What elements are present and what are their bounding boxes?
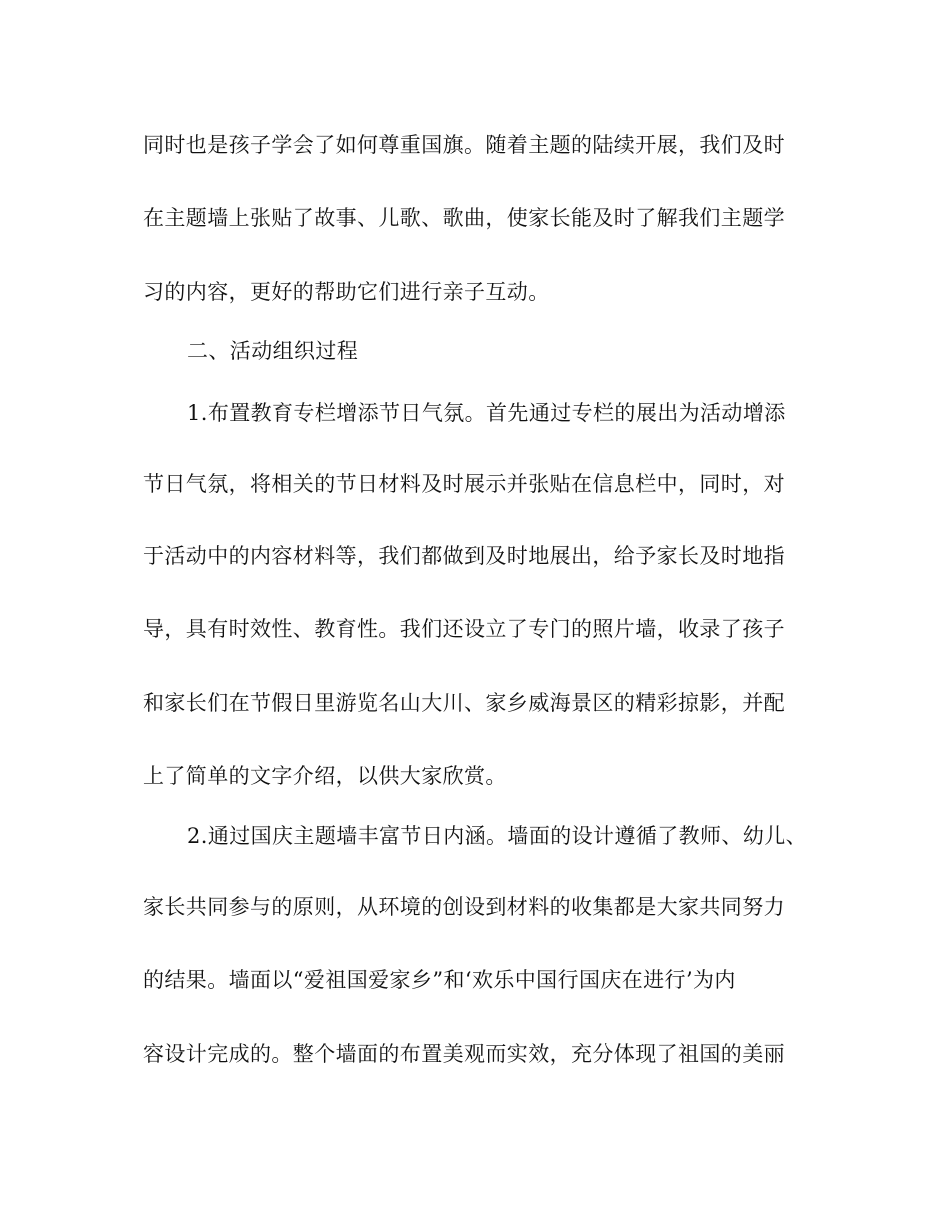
paragraph-line: 容设计完成的。整个墙面的布置美观而实效，充分体现了祖国的美丽 <box>143 1042 785 1066</box>
paragraph-line: 家长共同参与的原则，从环境的创设到材料的收集都是大家共同努力 <box>143 895 785 919</box>
paragraph-line: 上了简单的文字介绍，以供大家欣赏。 <box>143 764 507 788</box>
paragraph-line: 在主题墙上张贴了故事、儿歌、歌曲，使家长能及时了解我们主题学 <box>143 206 785 230</box>
paragraph-line: 节日气氛，将相关的节日材料及时展示并张贴在信息栏中，同时，对 <box>143 472 785 496</box>
paragraph-line: 和家长们在节假日里游览名山大川、家乡威海景区的精彩掠影，并配 <box>143 691 785 715</box>
paragraph-line: 2.通过国庆主题墙丰富节日内涵。墙面的设计遵循了教师、幼儿、 <box>187 824 808 848</box>
paragraph-line: 同时也是孩子学会了如何尊重国旗。随着主题的陆续开展，我们及时 <box>143 133 785 157</box>
paragraph-line: 习的内容，更好的帮助它们进行亲子互动。 <box>143 280 550 304</box>
paragraph-line: 于活动中的内容材料等，我们都做到及时地展出，给予家长及时地指 <box>143 544 785 568</box>
paragraph-line: 的结果。墙面以“爱祖国爱家乡”和‘欢乐中国行国庆在进行’为内 <box>143 968 736 992</box>
paragraph-line: 导，具有时效性、教育性。我们还设立了专门的照片墙，收录了孩子 <box>143 617 785 641</box>
paragraph-line: 1.布置教育专栏增添节日气氛。首先通过专栏的展出为活动增添 <box>187 401 786 425</box>
section-heading: 二、活动组织过程 <box>187 339 359 363</box>
